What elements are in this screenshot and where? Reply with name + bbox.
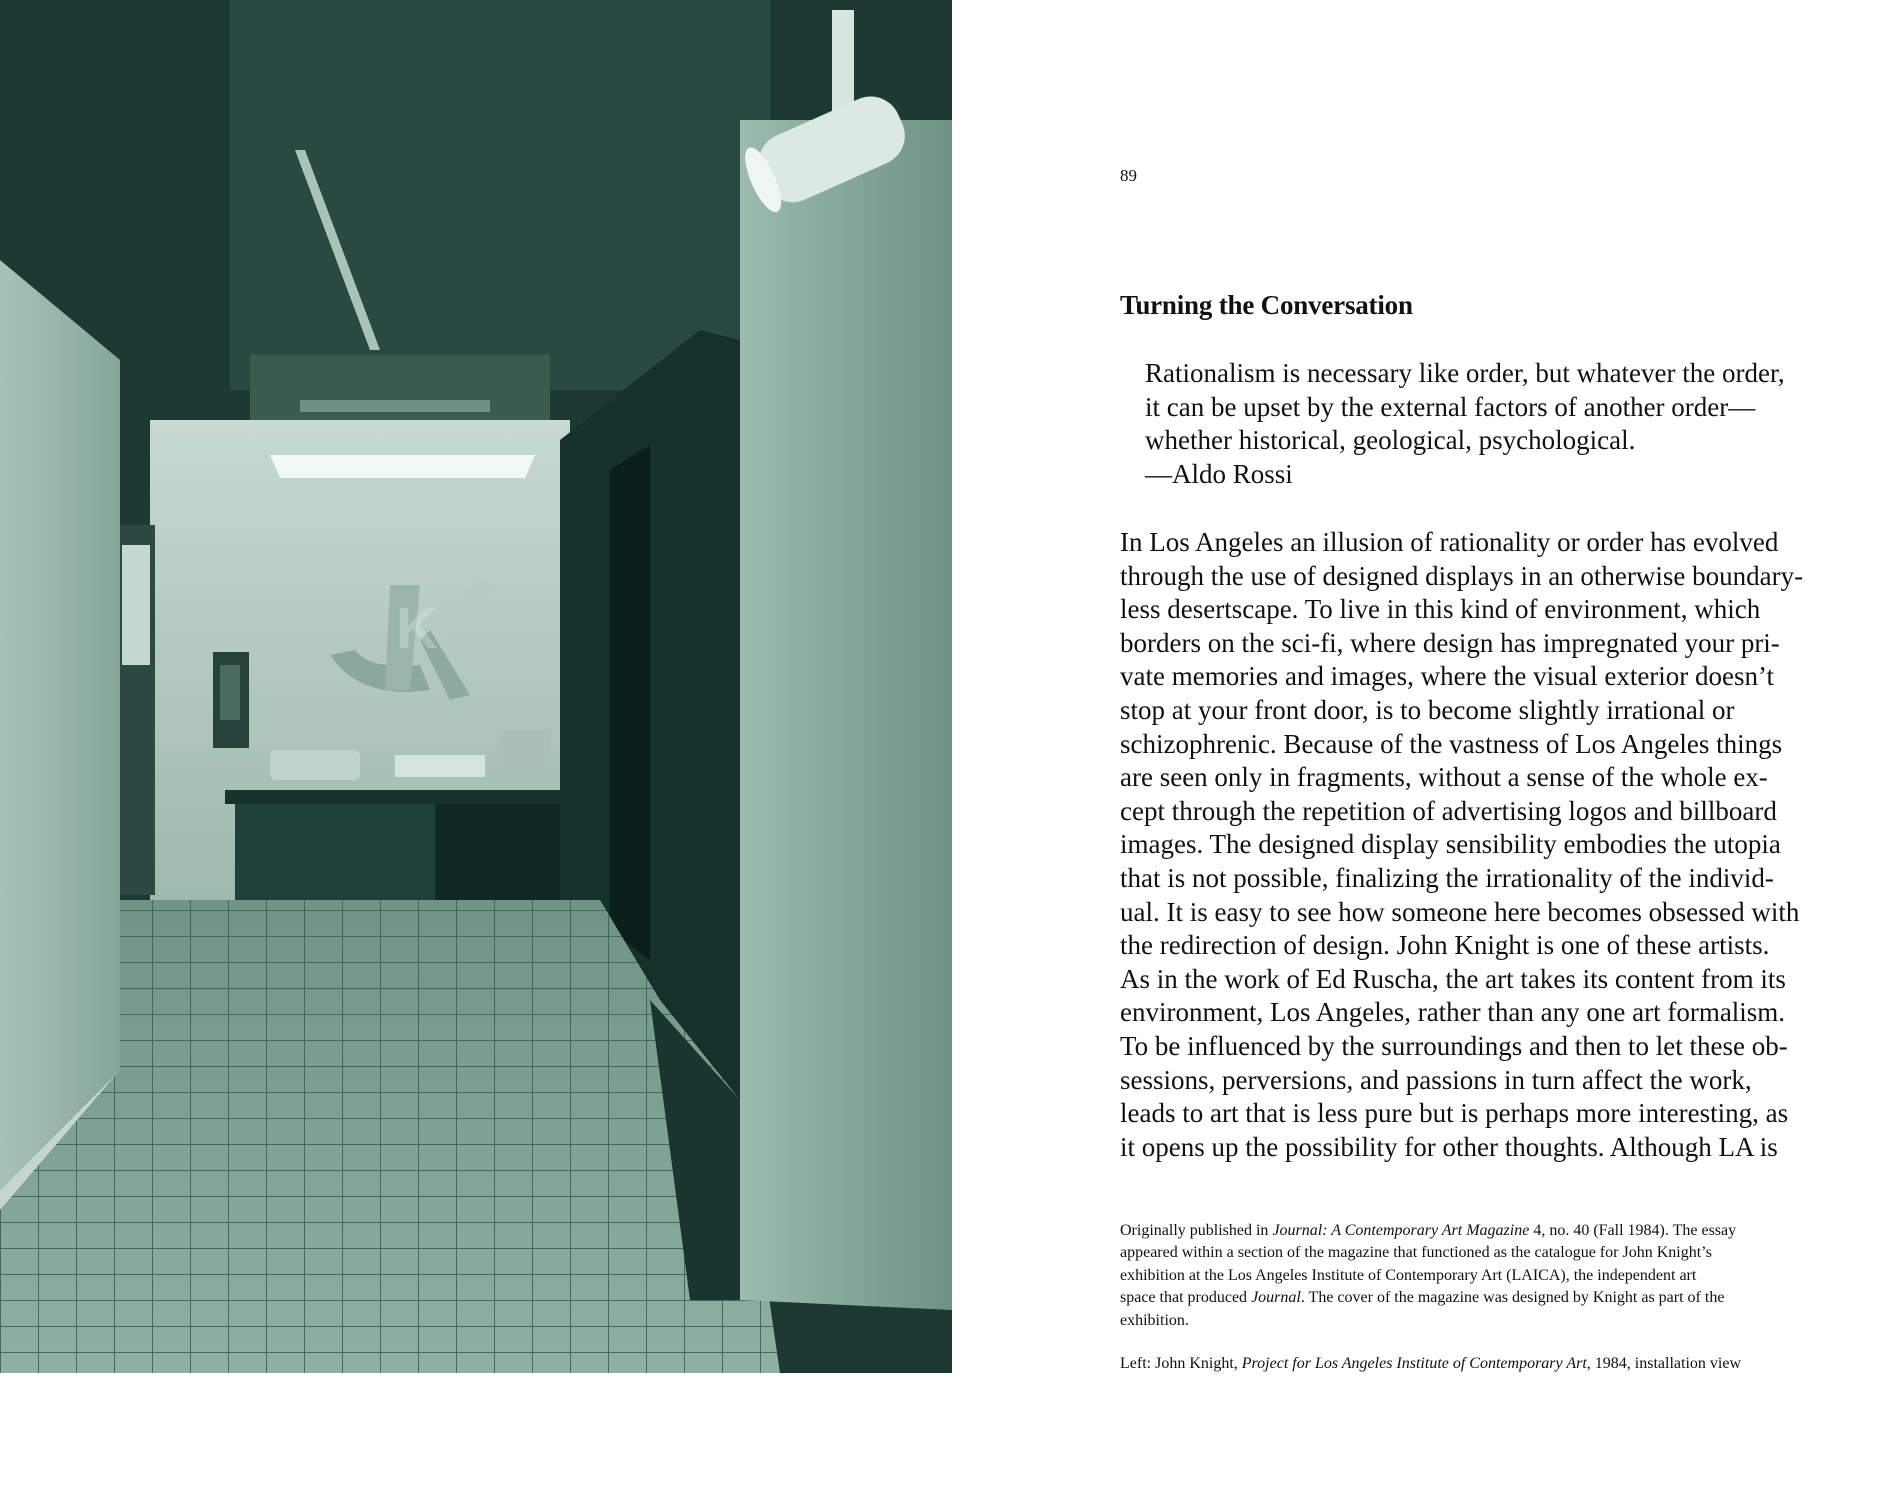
body-line: are seen only in fragments, without a sense of the whole ex- (1120, 762, 1768, 793)
footnote-line: space that produced Journal. The cover of the magazine was designed by Knight as part of the (1120, 1289, 1725, 1307)
body-line: schizophrenic. Because of the vastness of Los Angeles things (1120, 728, 1783, 759)
body-line: cept through the repetition of advertising logos and billboard (1120, 795, 1777, 826)
body-line: borders on the sci-fi, where design has impregnated your pri- (1120, 627, 1780, 658)
body-line: it opens up the possibility for other thoughts. Although LA is (1120, 1131, 1778, 1162)
body-line: As in the work of Ed Ruscha, the art takes its content from its (1120, 963, 1786, 994)
body-line: through the use of designed displays in an otherwise boundary- (1120, 560, 1804, 591)
epigraph-attribution: —Aldo Rossi (1145, 458, 1293, 489)
epigraph-line: Rationalism is necessary like order, but whatever the order, (1145, 358, 1785, 388)
body-line: ual. It is easy to see how someone here becomes obsessed with (1120, 896, 1800, 927)
body-paragraph (1120, 526, 1804, 1164)
epigraph-quote (1145, 357, 1785, 491)
footnote-line: exhibition at the Los Angeles Institute of Contemporary Art (LAICA), the independent art (1120, 1266, 1697, 1284)
installation-photo (0, 0, 952, 1373)
epigraph-line: whether historical, geological, psychological. (1145, 425, 1636, 456)
epigraph-line: it can be upset by the external factors of another order— (1145, 391, 1756, 422)
journal-title: Journal (1251, 1289, 1301, 1307)
body-line: vate memories and images, where the visual exterior doesn’t (1120, 661, 1775, 692)
body-line: the redirection of design. John Knight is one of these artists. (1120, 930, 1770, 961)
photo-illustration (0, 0, 952, 1373)
footnote-line: exhibition. (1120, 1311, 1189, 1329)
body-line: leads to art that is less pure but is perhaps more interesting, as (1120, 1098, 1789, 1129)
sign-letter: K (396, 596, 438, 661)
body-line: stop at your front door, is to become slightly irrational or (1120, 694, 1735, 725)
photo-caption: Left: John Knight, Project for Los Angeles Institute of Contemporary Art, 1984, installation view (1120, 1355, 1741, 1372)
desk (225, 790, 595, 804)
body-line: sessions, perversions, and passions in turn affect the work, (1120, 1064, 1752, 1095)
body-line: In Los Angeles an illusion of rationality or order has evolved (1120, 527, 1779, 557)
body-line: less desertscape. To live in this kind of environment, which (1120, 594, 1761, 625)
body-line: images. The designed display sensibility embodies the utopia (1120, 829, 1781, 860)
body-line: that is not possible, finalizing the irrationality of the individ- (1120, 862, 1774, 893)
body-line: To be influenced by the surroundings and then to let these ob- (1120, 1030, 1788, 1061)
artwork-title: Project for Los Angeles Institute of Contemporary Art (1241, 1355, 1587, 1372)
page-number: 89 (1120, 166, 1137, 185)
journal-title: Journal: A Contemporary Art Magazine (1272, 1222, 1530, 1239)
section-heading: Turning the Conversation (1120, 290, 1413, 320)
publication-note (1120, 1220, 1780, 1332)
footnote-line: appeared within a section of the magazine that functioned as the catalogue for John Knight’s (1120, 1244, 1712, 1262)
footnote-line: Originally published in Journal: A Contemporary Art Magazine 4, no. 40 (Fall 1984). The essay (1120, 1222, 1737, 1239)
body-line: environment, Los Angeles, rather than any one art formalism. (1120, 997, 1786, 1028)
